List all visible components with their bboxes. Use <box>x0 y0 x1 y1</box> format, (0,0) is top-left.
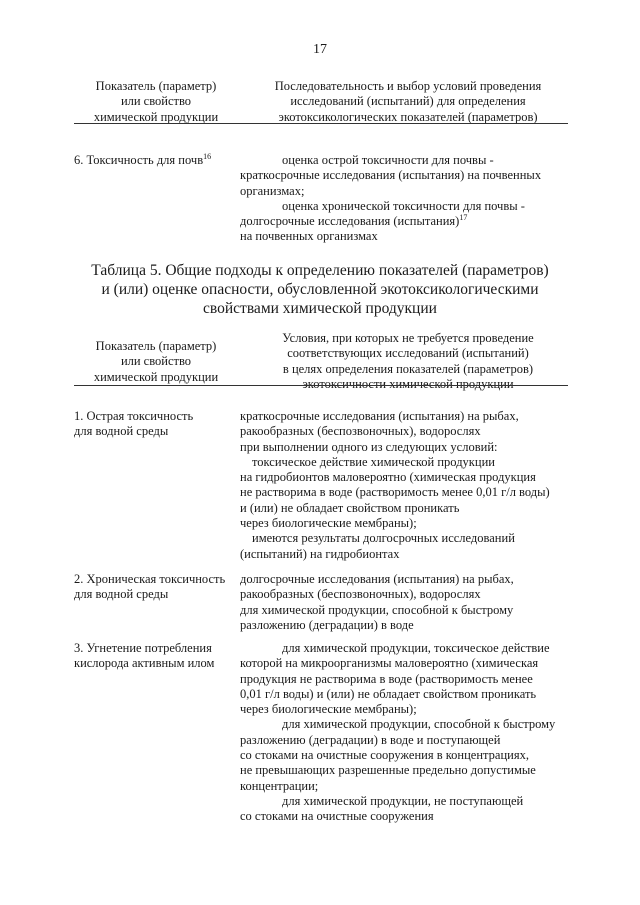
row-label <box>74 153 240 245</box>
header-line: Показатель (параметр) <box>95 339 217 353</box>
row-label <box>74 409 240 562</box>
table4-row-soil-toxicity <box>74 153 568 245</box>
table5-title <box>70 261 570 318</box>
text-line: ракообразных (беспозвоночных), водорослях <box>240 587 481 602</box>
text-line: оценка хронической токсичности для почвы - <box>282 198 525 213</box>
row-label-line: для водной среды <box>74 587 169 602</box>
text-line: (испытаний) на гидробионтах <box>240 546 400 561</box>
page-number: 17 <box>313 42 327 57</box>
table4-header <box>74 79 568 124</box>
row-label-line: 1. Острая токсичность <box>74 409 194 423</box>
title-line: и (или) оценке опасности, обусловленной экотоксикологическими <box>101 281 539 298</box>
title-line: свойствами химической продукции <box>203 300 437 317</box>
text-line: для химической продукции, способной к быстрому <box>240 602 514 617</box>
text-line: со стоками на очистные сооружения в концентрациях, <box>240 748 529 763</box>
table5-header-col2 <box>238 331 568 391</box>
header-rule <box>74 123 568 124</box>
text-line: ракообразных (беспозвоночных), водорослях <box>240 424 481 439</box>
text-line: на почвенных организмах <box>240 229 378 244</box>
text-line: не растворима в воде (растворимость менее 0,01 г/л воды) <box>240 485 550 500</box>
header-line: исследований (испытаний) для определения <box>290 94 526 109</box>
text-line: для химической продукции, не поступающей <box>282 793 524 808</box>
text-line: на гидробионтов маловероятно (химическая продукция <box>240 470 536 485</box>
text-line: при выполнении одного из следующих условий: <box>240 439 498 454</box>
row-label-line: кислорода активным илом <box>74 656 215 671</box>
text-line: для химической продукции, способной к быстрому <box>282 717 556 732</box>
header-rule <box>74 385 568 386</box>
text-line: со стоками на очистные сооружения <box>240 809 434 824</box>
table5-row-acute-toxicity <box>74 409 568 562</box>
text-line: не превышающих разрешенные предельно допустимые <box>240 763 536 778</box>
text-line: через биологические мембраны); <box>240 516 417 531</box>
row-content <box>240 409 568 562</box>
text-line: для химической продукции, токсическое действие <box>282 641 550 655</box>
text-line: токсическое действие химической продукции <box>252 454 495 469</box>
row-label-line: 3. Угнетение потребления <box>74 641 212 655</box>
text-line: имеются результаты долгосрочных исследований <box>252 531 515 546</box>
text-line <box>240 214 568 229</box>
header-line: экотоксичности химической продукции <box>302 376 514 391</box>
header-line: соответствующих исследований (испытаний) <box>287 346 529 361</box>
table5-row-oxygen-inhibition <box>74 641 568 825</box>
row-label-text: 6. Токсичность для почв <box>74 153 204 167</box>
footnote-marker: 17 <box>459 213 468 223</box>
text-line: разложению (деградации) в воде <box>240 617 414 632</box>
text-line: организмах; <box>240 183 305 198</box>
row-label <box>74 572 240 633</box>
header-line: экотоксикологических показателей (параметров) <box>278 109 538 124</box>
header-line: или свойство <box>120 354 192 369</box>
text-line: 0,01 г/л воды) и (или) не обладает свойством проникать <box>240 686 537 701</box>
text-line: концентрации; <box>240 778 319 793</box>
footnote-marker: 16 <box>203 152 212 161</box>
row-label-line: 2. Хроническая токсичность <box>74 572 226 586</box>
table5-row-chronic-toxicity <box>74 572 568 633</box>
header-line: химической продукции <box>93 369 219 384</box>
header-line: в целях определения показателей (параметров) <box>282 361 534 376</box>
table4-header-col1 <box>74 79 238 124</box>
row-content <box>240 641 568 825</box>
text-line: и (или) не обладает свойством проникать <box>240 500 460 515</box>
header-line: химической продукции <box>93 109 219 124</box>
row-label-line: для водной среды <box>74 424 169 439</box>
row-label <box>74 641 240 825</box>
header-line: Последовательность и выбор условий проведения <box>274 79 542 93</box>
header-line: Условия, при которых не требуется проведение <box>282 331 534 345</box>
table5-header-col1 <box>74 331 238 386</box>
text-line: краткосрочные исследования (испытания) на почвенных <box>240 168 542 183</box>
header-line: или свойство <box>120 94 192 109</box>
text-line: разложению (деградации) в воде и поступающей <box>240 732 501 747</box>
text-line: долгосрочные исследования (испытания) на рыбах, <box>240 572 514 586</box>
text-line: краткосрочные исследования (испытания) на рыбах, <box>240 409 519 423</box>
table5-header <box>74 331 568 391</box>
text-line: через биологические мембраны); <box>240 702 417 717</box>
text-line: оценка острой токсичности для почвы - <box>282 153 494 167</box>
text-line: которой на микроорганизмы маловероятно (химическая <box>240 656 539 671</box>
header-line: Показатель (параметр) <box>95 79 217 93</box>
row-content <box>240 153 568 245</box>
row-content <box>240 572 568 633</box>
text-span: долгосрочные исследования (испытания) <box>240 214 460 229</box>
title-line: Таблица 5. Общие подходы к определению показателей (параметров) <box>91 262 549 279</box>
text-line: продукция не растворима в воде (растворимость менее <box>240 671 533 686</box>
table4-header-col2 <box>238 79 568 124</box>
